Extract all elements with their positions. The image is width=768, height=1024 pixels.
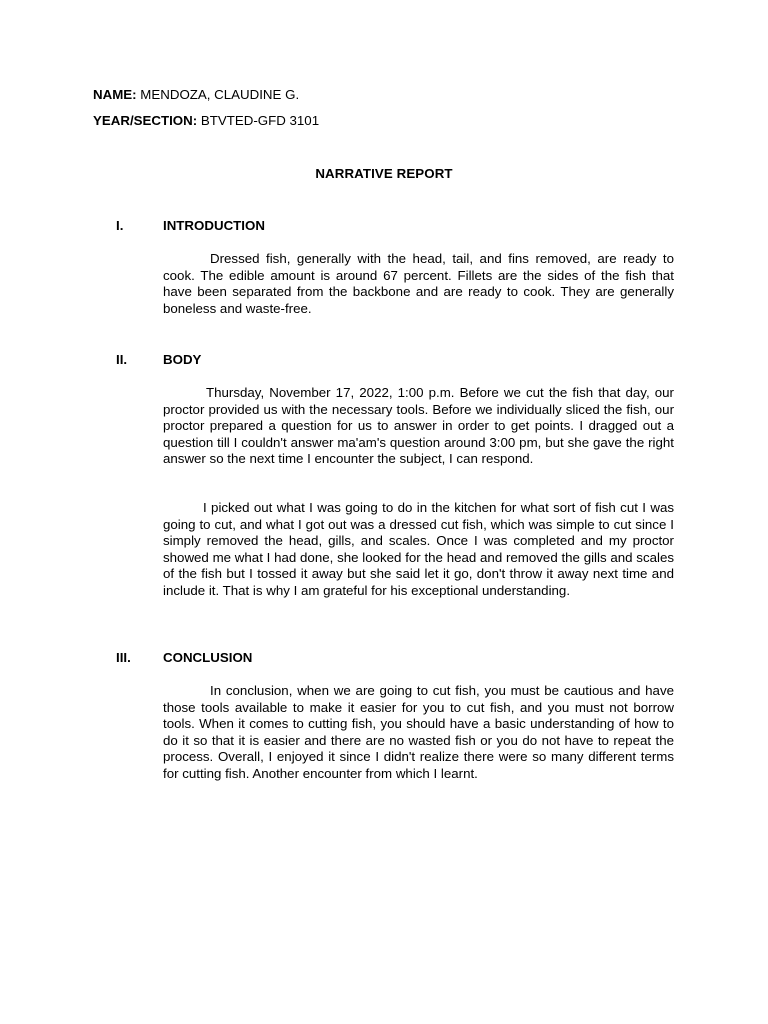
section-heading-conclusion	[116, 650, 252, 667]
section-number: I.	[116, 218, 124, 233]
year-section-label: YEAR/SECTION:	[93, 113, 198, 128]
year-section-value: BTVTED-GFD 3101	[200, 113, 320, 128]
year-section-field	[93, 113, 319, 130]
section-number: II.	[116, 352, 128, 367]
name-value: MENDOZA, CLAUDINE G.	[140, 87, 300, 102]
conclusion-paragraph: In conclusion, when we are going to cut fish, you must be cautious and have those tools available to make it easier for you to cut fish, and you must not borrow tools. When it comes to cutting fish, you should have a basic understanding of how to do it so that it is easier and there are no wasted fish or you do not have to repeat the process. Overall, I enjoyed it since I didn't realize there were so many different terms for cutting fish. Another encounter from which I learnt.	[163, 683, 674, 781]
section-heading-body	[116, 352, 201, 369]
introduction-paragraph: Dressed fish, generally with the head, tail, and fins removed, are ready to cook. The edible amount is around 67 percent. Fillets are the sides of the fish that have been separated from the backbone and are ready to cook. They are generally boneless and waste-free.	[163, 251, 674, 316]
name-field	[93, 87, 299, 104]
section-title: BODY	[163, 352, 202, 367]
body-paragraph-1: Thursday, November 17, 2022, 1:00 p.m. Before we cut the fish that day, our proctor provided us with the necessary tools. Before we individually sliced the fish, our proctor prepared a question for us to answer in order to get points. I dragged out a question till I couldn't answer ma'am's question around 3:00 pm, but she gave the right answer so the next time I encounter the subject, I can respond.	[163, 385, 674, 467]
section-heading-introduction	[116, 218, 265, 235]
name-label: NAME:	[93, 87, 137, 102]
section-number: III.	[116, 650, 131, 665]
body-paragraph-2: I picked out what I was going to do in the kitchen for what sort of fish cut I was going to cut, and what I got out was a dressed cut fish, which was simple to cut since I simply removed the head, gills, and scales. Once I was completed and my proctor showed me what I had done, she looked for the head and removed the gills and scales of the fish but I tossed it away but she said let it go, don't throw it away next time and include it. That is why I am grateful for his exceptional understanding.	[163, 500, 674, 598]
report-title: NARRATIVE REPORT	[315, 166, 453, 181]
section-title: INTRODUCTION	[163, 218, 265, 233]
section-title: CONCLUSION	[163, 650, 253, 665]
